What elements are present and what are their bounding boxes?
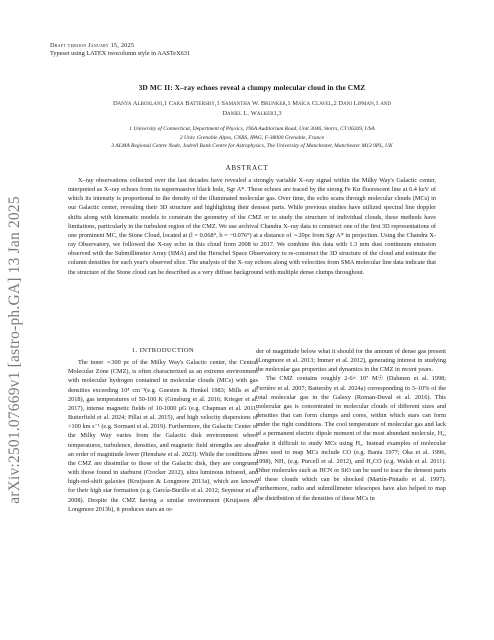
authors-line-1: Danya Alboslani,1 Cara Battersby,1 Samantha W. Brunker,1 Maïca Clavel,2 Dani Lipman,1 and [112, 100, 392, 107]
affiliation-2: 2 Univ. Grenoble Alpes, CNRS, IPAG, F-38000 Grenoble, France [179, 134, 325, 141]
right-column [256, 347, 446, 503]
draft-header [50, 42, 190, 58]
authors-line-2: Daniel L. Walker1,3 [222, 110, 282, 117]
arxiv-id-text: arXiv:2501.07669v1 [astro-ph.GA] 13 Jan 2025 [6, 196, 23, 504]
intro-paragraph-1: The inner ∼300 pc of the Milky Way's Galactic center, the Central Molecular Zone (CMZ), is often characterized as an extreme environment with molecular hydrogen contained in molecular clouds (MCs) with gas densities exceeding 10⁴ cm⁻³(e.g. Guesten & Henkel 1983; Mills et al. 2018), gas temperatures of 50-100 K (Ginsburg et al. 2016; Krieger et al. 2017), intense magnetic fields of 10-1000 μG (e.g. Chapman et al. 2011; Butterfield et al. 2024; Pillai et al. 2015), and high velocity dispersions of >100 km s⁻¹ (e.g. Sormani et al. 2019). Furthermore, the Galactic Center of the Milky Way varies from the Galactic disk environment where temperatures, turbulence, densities, and magnetic field strengths are about an order of magnitude lower (Henshaw et al. 2023). While the conditions in the CMZ are dissimilar to those of the Galactic disk, they are congruent with those found in starburst (Crocker 2012), ultra luminous infrared, and high-red-shift galaxies (Kruijssen & Longmore 2013a), which are known for their high star formation (e.g. García-Burillo et al. 2012; Seymour et al. 2008). Despite the CMZ having a similar environment (Kruijssen & Longmore 2013b), it produces stars an or- [68, 359, 258, 513]
affiliation-3: 3 ALMA Regional Centre Node, Jodrell Bank Centre for Astrophysics, The University of Manchester, Manchester M13 9PL, UK [111, 143, 393, 150]
abstract-text: X–ray observations collected over the last decades have revealed a strongly variable X–ray signal within the Milky Way's Galactic center, interpreted as X–ray echoes from its supermassive black hole, Sgr A*. These echoes are traced by the strong Fe Kα fluorescent line at 6.4 keV of which its intensity is proportional to the density of the illuminated molecular gas. Over time, the echo scans through molecular clouds (MCs) in our Galactic center, revealing their 3D structure and highlighting their densest parts. While previous studies have utilized spectral line doppler shifts along with kinematic models to constrain the geometry of the CMZ or to study the structure of individual clouds, these methods have limitations, particularly in the turbulent region of the CMZ. We use archival Chandra X–ray data to construct one of the first 3D representations of one prominent MC, the Stone Cloud, located at (l = 0.068°, b = −0.076°) at a distance of ∼20pc from Sgr A* in projection. Using the Chandra X-ray Observatory, we followed the X-ray echo in this cloud from 2008 to 2017. We combine this data with 1.3 mm dust continuum emission observed with the Submillimeter Array (SMA) and the Herschel Space Observatory to re-construct the 3D structure of the cloud and estimate the column densities for each year's observed slice. The analysis of the X–ray echoes along with velocities from SMA molecular line data indicate that the structure of the Stone cloud can be described as a very diffuse background with multiple dense clumps throughout. [68, 177, 436, 276]
abstract-heading: ABSTRACT [225, 164, 269, 172]
intro-paragraph-1-continued: der of magnitude below what it should for the amount of dense gas present (Longmore et al. 2013; Immer et al. 2012), generating interest in studying the molecular gas properties and dynamics in the CMZ in recent years. [256, 348, 446, 374]
affiliations [30, 125, 474, 151]
left-column [68, 346, 258, 514]
draft-version: Draft version January 15, 2025 [50, 42, 135, 49]
intro-paragraph-2: The CMZ contains roughly 2-6× 10⁷ M☉ (Dahmen et al. 1998; Ferrière et al. 2007; Battersby et al. 2024a) corresponding to 3–10% of the total molecular gas in the Galaxy (Roman-Duval et al. 2016). This molecular gas is concentrated in molecular clouds of different sizes and densities that can form clumps and cores, within which stars can form under the right conditions. The cool temperature of molecular gas and lack of a permanent electric dipole moment of the most abundant molecule, H₂, make it difficult to study MCs using H₂. Instead examples of molecular lines used to map MCs include CO (e.g. Bania 1977; Oka et al. 1996, 1998), NH₃ (e.g. Purcell et al. 2012), and H₂CO (e.g. Walsh et al. 2011). Other molecules such as HCN or SiO can be used to trace the densest parts of these clouds which can be shocked (Martín-Pintado et al. 1997). Furthermore, radio and submillimeter telescopes have also helped to map the distribution of the densities of these MCs in [256, 375, 446, 502]
arxiv-identifier-stamp [2, 140, 28, 560]
author-list [60, 99, 444, 119]
abstract-body [68, 176, 436, 277]
typeset-note: Typeset using LATEX twocolumn style in AASTeX631 [50, 50, 191, 57]
paper-title: 3D MC II: X–ray echoes reveal a clumpy molecular cloud in the CMZ [138, 83, 366, 92]
section-heading-introduction: 1. INTRODUCTION [131, 347, 195, 354]
affiliation-1: 1 University of Connecticut, Department of Physics, 196A Auditorium Road, Unit 3046, Storrs, CT 06269, USA [129, 126, 375, 132]
